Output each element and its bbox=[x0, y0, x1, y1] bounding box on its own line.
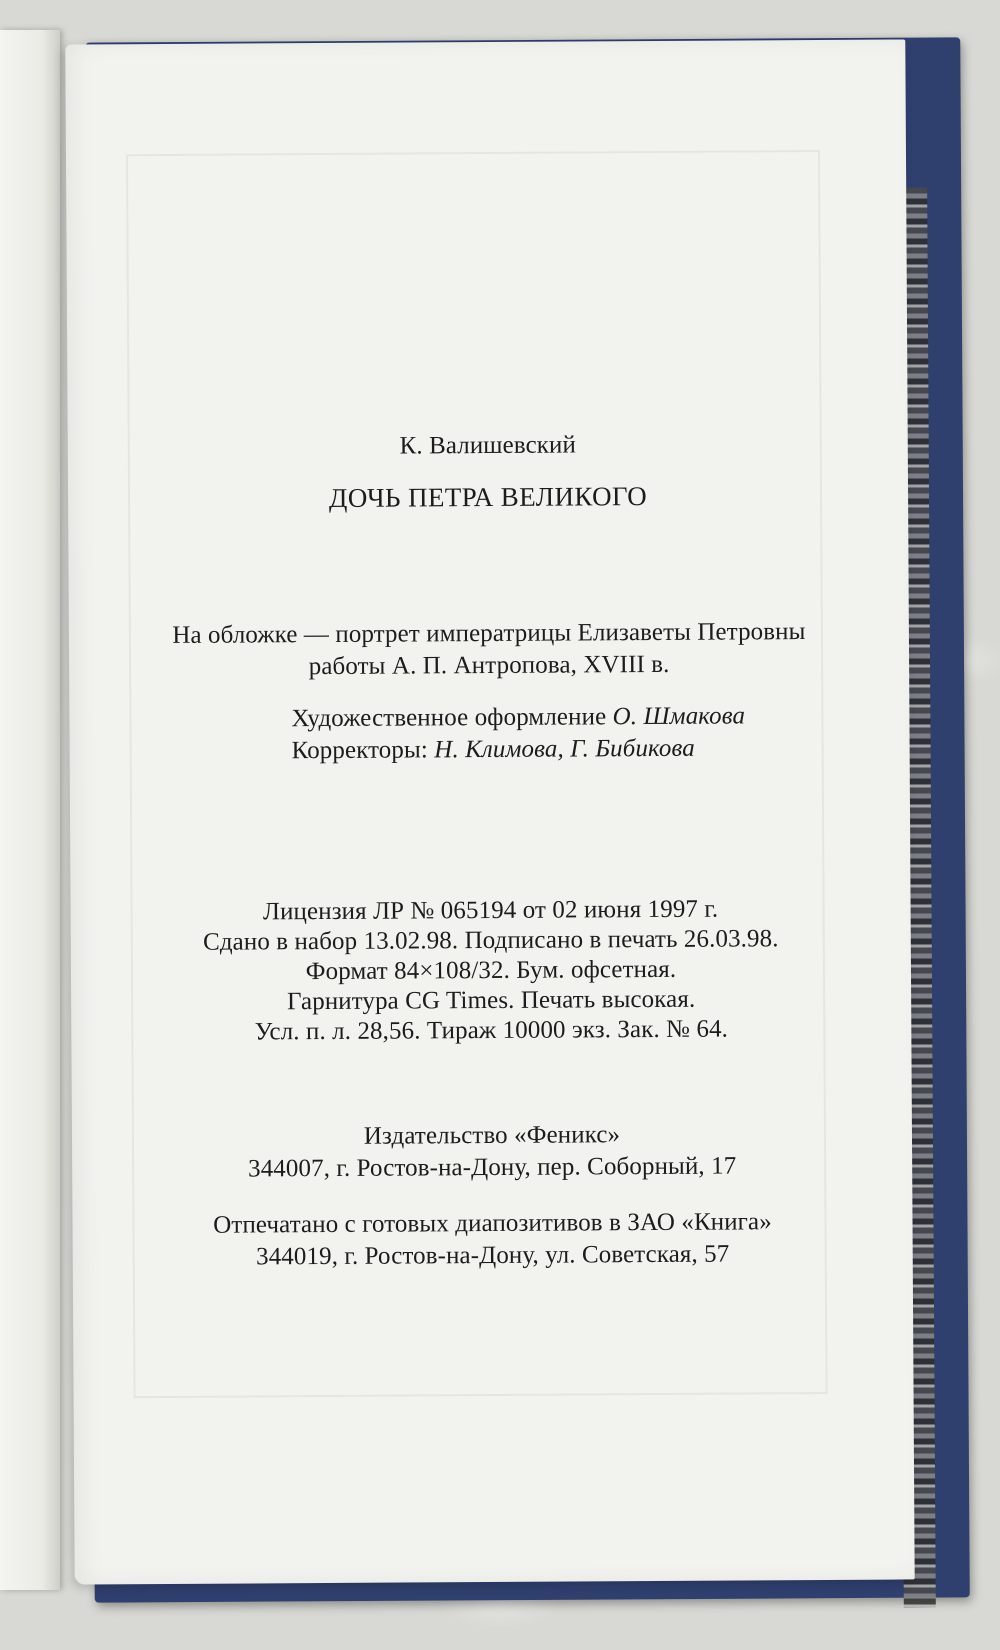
imprint-format: Формат 84×108/32. Бум. офсетная. bbox=[305, 955, 677, 986]
imprint-print-run: Усл. п. л. 28,56. Тираж 10000 экз. Зак. № 64. bbox=[254, 1015, 729, 1046]
printer-line-1: Отпечатано с готовых диапозитивов в ЗАО «Книга» bbox=[213, 1208, 772, 1239]
design-label: Художественное оформление bbox=[291, 703, 607, 733]
correctors-label: Корректоры: bbox=[291, 736, 428, 765]
book-title: ДОЧЬ ПЕТРА ВЕЛИКОГО bbox=[328, 481, 648, 513]
cover-note-line-2: работы А. П. Антропова, XVIII в. bbox=[308, 650, 670, 681]
publisher-address: 344007, г. Ростов-на-Дону, пер. Соборный, 17 bbox=[247, 1152, 737, 1183]
design-credit bbox=[291, 702, 745, 733]
correctors-credit bbox=[292, 735, 695, 765]
imprint-text bbox=[65, 39, 914, 1584]
printer-line-2: 344019, г. Ростов-на-Дону, ул. Советская, 57 bbox=[255, 1240, 730, 1271]
imprint-typeface: Гарнитура CG Times. Печать высокая. bbox=[286, 985, 696, 1016]
correctors-names: Н. Климова, Г. Бибикова bbox=[434, 734, 695, 764]
facing-page-edge bbox=[0, 30, 60, 1590]
imprint-page bbox=[65, 39, 914, 1584]
cover-note-line-1: На обложке — портрет императрицы Елизаветы Петровны bbox=[172, 618, 806, 649]
publisher-name: Издательство «Феникс» bbox=[363, 1121, 621, 1150]
imprint-license: Лицензия ЛР № 065194 от 02 июня 1997 г. bbox=[262, 895, 719, 926]
imprint-dates: Сдано в набор 13.02.98. Подписано в печать 26.03.98. bbox=[202, 925, 779, 956]
author: К. Валишевский bbox=[399, 431, 577, 460]
design-name: О. Шмакова bbox=[612, 702, 746, 731]
